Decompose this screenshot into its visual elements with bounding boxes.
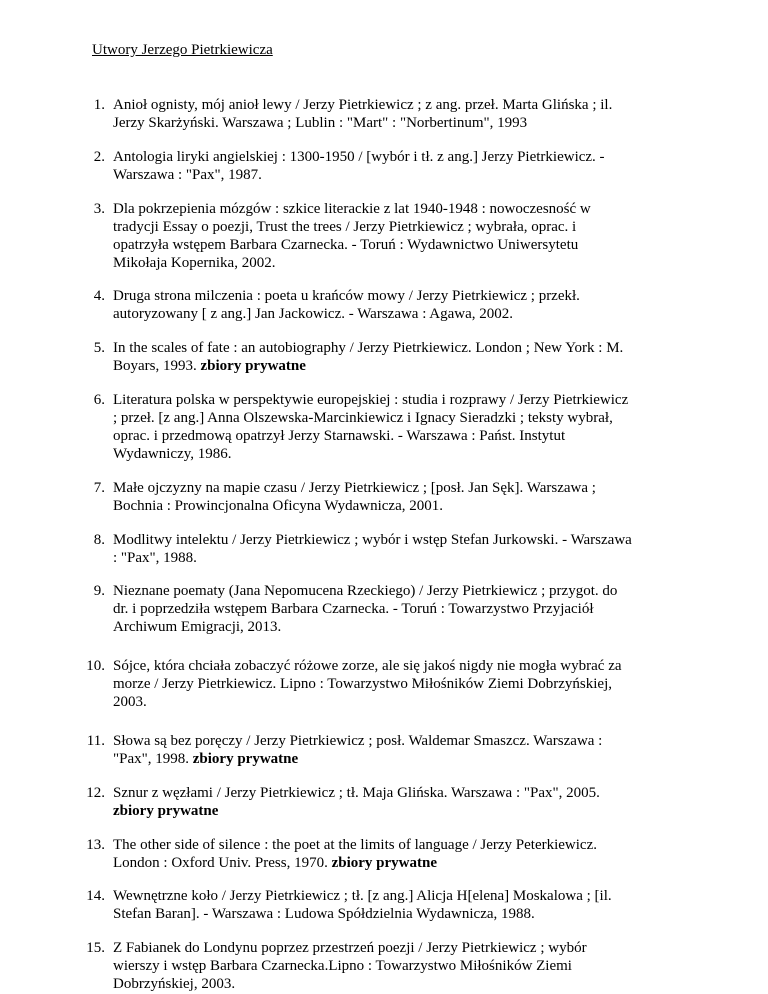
- entry-line-text: The other side of silence : the poet at the limits of language / Jerzy Peterkiewicz.: [113, 837, 597, 853]
- bibliography-entry: [86, 732, 683, 768]
- entry-number: 15.: [86, 940, 105, 956]
- bibliography-entry: [86, 836, 683, 872]
- entry-line: [113, 836, 683, 854]
- entry-line-text: dr. i poprzedziła wstępem Barbara Czarnecka. - Toruń : Towarzystwo Przyjaciół: [113, 601, 594, 617]
- entry-line-text: wierszy i wstęp Barbara Czarnecka.Lipno : Towarzystwo Miłośników Ziemi: [113, 958, 572, 974]
- entry-line: [113, 549, 683, 567]
- entry-number: 6.: [93, 392, 105, 408]
- entry-line-text: Nieznane poematy (Jana Nepomucena Rzeckiego) / Jerzy Pietrkiewicz ; przygot. do: [113, 583, 618, 599]
- entry-line: [113, 618, 683, 636]
- entry-line-text: Wydawniczy, 1986.: [113, 446, 232, 462]
- entry-line: [113, 732, 683, 750]
- entry-line: [113, 531, 683, 549]
- entry-number: 7.: [93, 480, 105, 496]
- entry-line-text: Literatura polska w perspektywie europejskiej : studia i rozprawy / Jerzy Pietrkiewicz: [113, 392, 629, 408]
- entry-line-text: Z Fabianek do Londynu poprzez przestrzeń poezji / Jerzy Pietrkiewicz ; wybór: [113, 940, 587, 956]
- entry-line: [113, 957, 683, 975]
- entry-number: 5.: [93, 340, 105, 356]
- entry-line-text: tradycji Essay o poezji, Trust the trees / Jerzy Pietrkiewicz ; wybrała, oprac. i: [113, 219, 577, 235]
- entry-line: [113, 600, 683, 618]
- entry-line-text: Wewnętrzne koło / Jerzy Pietrkiewicz ; tł. [z ang.] Alicja H[elena] Moskalowa ; [il.: [113, 888, 612, 904]
- entry-line-text: morze / Jerzy Pietrkiewicz. Lipno : Towarzystwo Miłośników Ziemi Dobrzyńskiej,: [113, 676, 612, 692]
- entry-line: [113, 236, 683, 254]
- entry-line: [113, 675, 683, 693]
- entry-line-text: Druga strona milczenia : poeta u krańców mowy / Jerzy Pietrkiewicz ; przekł.: [113, 288, 580, 304]
- bibliography-entry: [93, 479, 683, 515]
- entry-note: zbiory prywatne: [331, 855, 438, 871]
- bibliography-entry: [86, 939, 683, 993]
- entry-line-text: oprac. i przedmową opatrzył Jerzy Starnawski. - Warszawa : Państ. Instytut: [113, 428, 566, 444]
- entry-line: [113, 445, 683, 463]
- entry-line-text: Mikołaja Kopernika, 2002.: [113, 255, 276, 271]
- entry-line: [113, 784, 683, 802]
- entry-line-text: Dobrzyńskiej, 2003.: [113, 976, 236, 992]
- entry-line-text: Sznur z węzłami / Jerzy Pietrkiewicz ; tł. Maja Glińska. Warszawa : "Pax", 2005.: [113, 785, 600, 801]
- entry-line: [113, 802, 683, 820]
- entry-line: [113, 427, 683, 445]
- entry-line-text: Modlitwy intelektu / Jerzy Pietrkiewicz ; wybór i wstęp Stefan Jurkowski. - Warszawa: [113, 532, 632, 548]
- entry-line: [113, 905, 683, 923]
- entry-line: [113, 339, 683, 357]
- entry-number: 8.: [93, 532, 105, 548]
- bibliography-entry: [93, 148, 683, 184]
- entry-number: 13.: [86, 837, 105, 853]
- entry-line-text: Warszawa : "Pax", 1987.: [113, 167, 262, 183]
- entry-number: 2.: [93, 149, 105, 165]
- entry-line: [113, 497, 683, 515]
- bibliography-entry: [93, 96, 683, 132]
- entry-number: 9.: [93, 583, 105, 599]
- entry-number: 4.: [93, 288, 105, 304]
- entry-line-text: ; przeł. [z ang.] Anna Olszewska-Marcinkiewicz i Ignacy Sieradzki ; teksty wybrał,: [113, 410, 613, 426]
- entry-line-text: London : Oxford Univ. Press, 1970.: [113, 855, 328, 871]
- entry-note: zbiory prywatne: [113, 803, 219, 819]
- entry-line: [113, 218, 683, 236]
- entry-line: [113, 409, 683, 427]
- entry-line-text: Stefan Baran]. - Warszawa : Ludowa Spółdzielnia Wydawnicza, 1988.: [113, 906, 535, 922]
- entry-line-text: : "Pax", 1988.: [113, 550, 197, 566]
- entry-line: [113, 148, 683, 166]
- entry-line: [113, 750, 683, 768]
- entry-line-text: Małe ojczyzny na mapie czasu / Jerzy Pietrkiewicz ; [posł. Jan Sęk]. Warszawa ;: [113, 480, 596, 496]
- entry-number: 11.: [86, 733, 105, 749]
- entry-line-text: Anioł ognisty, mój anioł lewy / Jerzy Pietrkiewicz ; z ang. przeł. Marta Glińska ; il.: [113, 97, 613, 113]
- entry-line: [113, 200, 683, 218]
- entry-note: zbiory prywatne: [200, 358, 306, 374]
- bibliography-entry: [93, 339, 683, 375]
- entry-line: [113, 254, 683, 272]
- entry-number: 14.: [86, 888, 105, 904]
- entry-line-text: 2003.: [113, 694, 147, 710]
- entry-number: 1.: [93, 97, 105, 113]
- entry-line: [113, 166, 683, 184]
- entry-line: [113, 305, 683, 323]
- entry-line: [113, 975, 683, 993]
- bibliography-entry: [93, 531, 683, 567]
- entry-line-text: Dla pokrzepienia mózgów : szkice literackie z lat 1940-1948 : nowoczesność w: [113, 201, 591, 217]
- entry-line: [113, 114, 683, 132]
- entry-line: [113, 854, 683, 872]
- entry-line: [113, 693, 683, 711]
- bibliography-entry: [86, 784, 683, 820]
- bibliography-entry: [93, 287, 683, 323]
- entry-line-text: Jerzy Skarżyński. Warszawa ; Lublin : "Mart" : "Norbertinum", 1993: [113, 115, 528, 131]
- entry-line-text: Bochnia : Prowincjonalna Oficyna Wydawnicza, 2001.: [113, 498, 443, 514]
- entry-line-text: Sójce, która chciała zobaczyć różowe zorze, ale się jakoś nigdy nie mogła wybrać za: [113, 658, 622, 674]
- entry-line-text: "Pax", 1998.: [113, 751, 189, 767]
- bibliography-entry: [93, 582, 683, 636]
- entry-line-text: In the scales of fate : an autobiography / Jerzy Pietrkiewicz. London ; New York : M.: [113, 340, 624, 356]
- document-title: Utwory Jerzego Pietrkiewicza: [92, 42, 273, 58]
- bibliography-entry: [86, 657, 683, 711]
- entry-number: 12.: [86, 785, 105, 801]
- entry-line-text: autoryzowany [ z ang.] Jan Jackowicz. - Warszawa : Agawa, 2002.: [113, 306, 514, 322]
- entry-line: [113, 657, 683, 675]
- bibliography-entry: [93, 391, 683, 463]
- entry-line: [113, 357, 683, 375]
- entry-line-text: Słowa są bez poręczy / Jerzy Pietrkiewicz ; posł. Waldemar Smaszcz. Warszawa :: [113, 733, 603, 749]
- entry-line: [113, 479, 683, 497]
- entry-line: [113, 287, 683, 305]
- entry-line-text: opatrzyła wstępem Barbara Czarnecka. - Toruń : Wydawnictwo Uniwersytetu: [113, 237, 579, 253]
- bibliography-entry: [86, 887, 683, 923]
- entry-line: [113, 939, 683, 957]
- entry-number: 10.: [86, 658, 105, 674]
- entry-line-text: Archiwum Emigracji, 2013.: [113, 619, 282, 635]
- entry-line-text: Boyars, 1993.: [113, 358, 197, 374]
- entry-line: [113, 887, 683, 905]
- entry-line: [113, 391, 683, 409]
- entry-line-text: Antologia liryki angielskiej : 1300-1950 / [wybór i tł. z ang.] Jerzy Pietrkiewicz. -: [113, 149, 605, 165]
- entry-number: 3.: [93, 201, 105, 217]
- entry-line: [113, 96, 683, 114]
- entry-note: zbiory prywatne: [192, 751, 299, 767]
- entry-line: [113, 582, 683, 600]
- bibliography-entry: [93, 200, 683, 272]
